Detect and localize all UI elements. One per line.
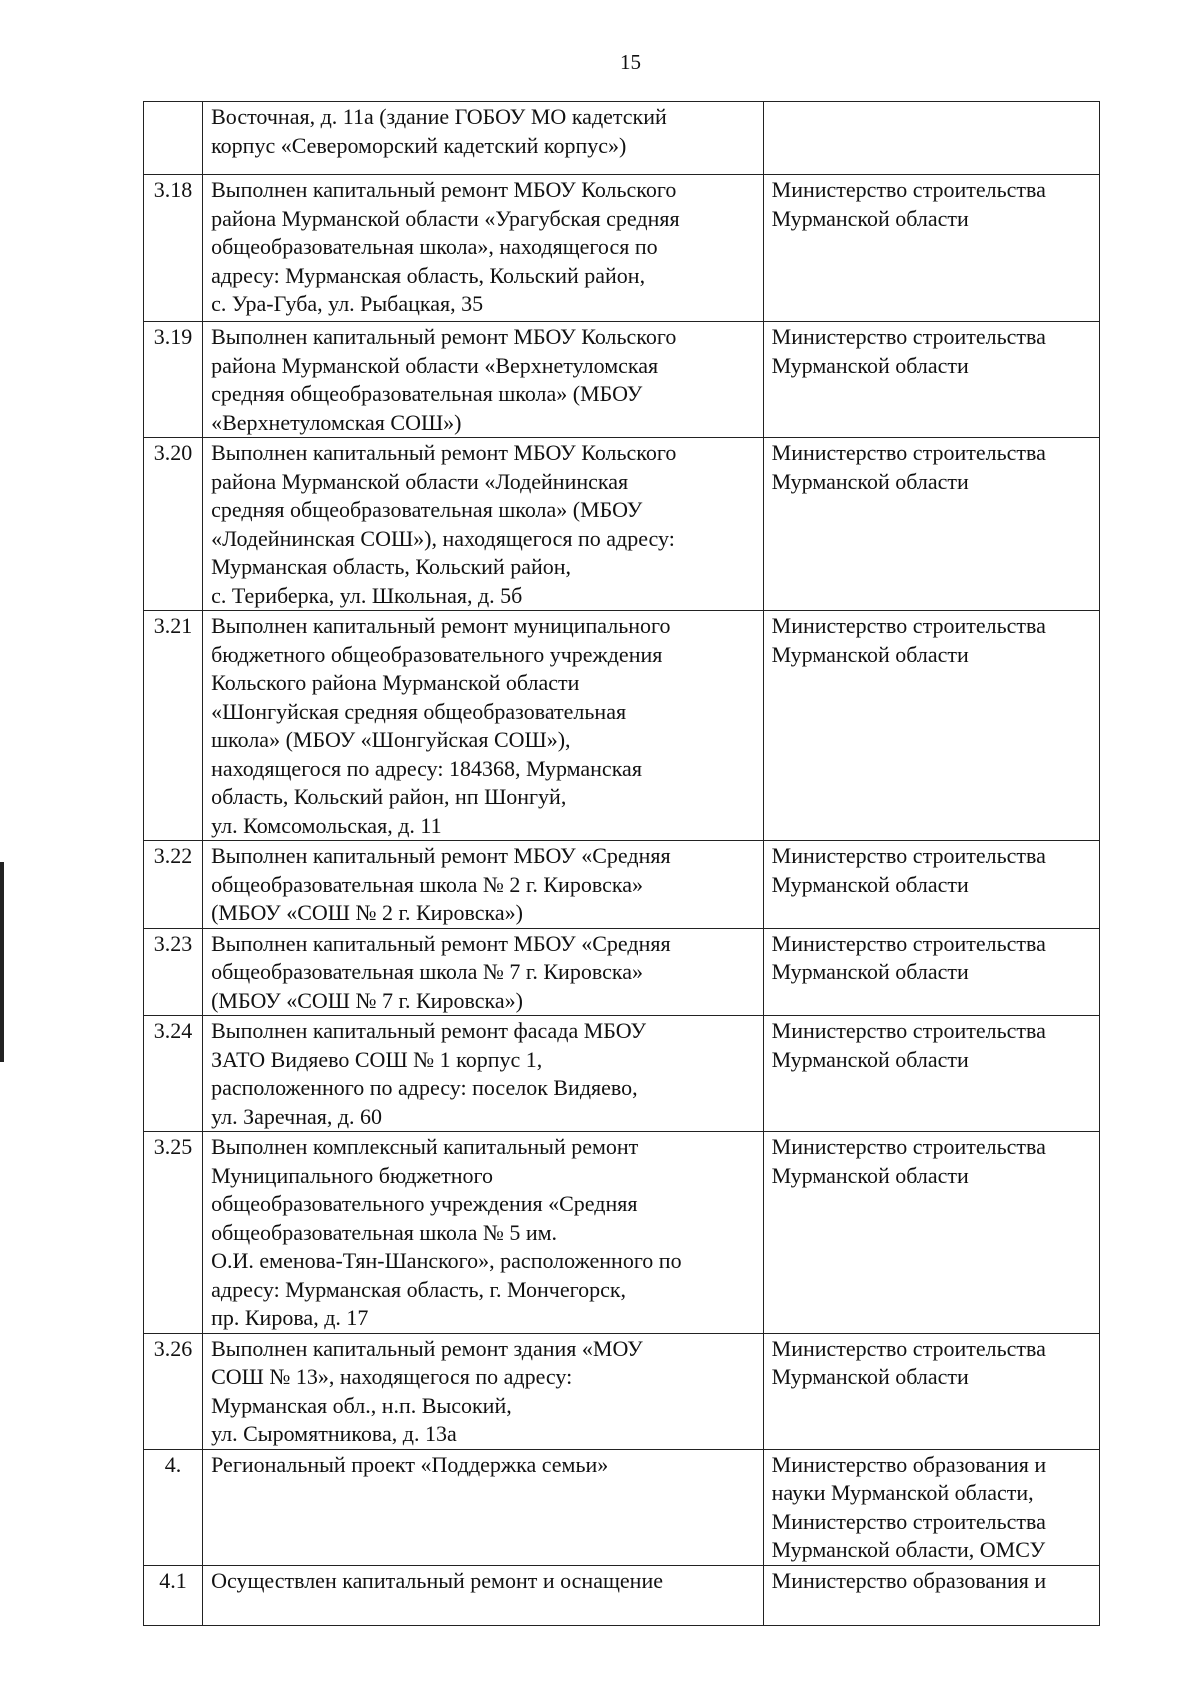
description-line: «Лодейнинская СОШ»), находящегося по адресу: [211,525,675,551]
responsible-line: Министерство строительства [771,613,1046,638]
description-line: с. Териберка, ул. Школьная, д. 5б [211,582,523,608]
responsible-line: Министерство образования и [771,1451,1047,1477]
row-number-cell [144,1565,203,1625]
description-line: (МБОУ «СОШ № 2 г. Кировска») [211,900,523,925]
description-line: (МБОУ «СОШ № 7 г. Кировска») [211,987,523,1013]
row-number-cell [144,611,203,841]
row-number-cell [144,1132,203,1334]
description-line: адресу: Мурманская область, г. Мончегорск, [211,1276,627,1302]
row-number-cell [144,438,203,611]
responsible-cell [763,841,1099,929]
description-line: СОШ № 13», находящегося по адресу: [211,1364,573,1389]
row-number-cell [144,928,203,1016]
table-row [144,1565,1100,1625]
description-line: Восточная, д. 11а (здание ГОБОУ МО кадетский [211,104,667,129]
row-number-cell [144,322,203,438]
description-line: общеобразовательная школа № 5 им. [211,1219,558,1245]
description-line: района Мурманской области «Верхнетуломская [211,352,659,378]
description-line: общеобразовательная школа № 7 г. Кировска» [211,959,643,984]
responsible-line: Мурманской области [771,871,969,897]
description-cell [203,102,764,175]
description-line: района Мурманской области «Лодейнинская [211,468,629,494]
responsible-line: Министерство строительства [771,843,1046,868]
description-line: Выполнен капитальный ремонт МБОУ «Средняя [211,930,671,956]
description-line: Осуществлен капитальный ремонт и оснащение [211,1567,663,1593]
row-number: 3.25 [153,1134,193,1159]
responsible-line: Министерство строительства [771,440,1046,465]
description-line: Мурманская область, Кольский район, [211,554,572,579]
description-line: находящегося по адресу: 184368, Мурманская [211,755,642,781]
description-cell [203,1565,764,1625]
page-number: 15 [620,50,641,74]
row-number: 3.23 [153,930,193,956]
description-line: «Верхнетуломская СОШ») [211,409,462,435]
row-number-cell [144,1016,203,1132]
description-line: Выполнен капитальный ремонт МБОУ Кольского [211,440,677,465]
description-line: пр. Кирова, д. 17 [211,1305,369,1330]
description-line: Региональный проект «Поддержка семьи» [211,1451,609,1477]
table-row [144,1333,1100,1449]
description-line: О.И. еменова-Тян-Шанского», расположенного по [211,1248,682,1273]
responsible-line: Мурманской области [771,352,969,378]
description-line: область, Кольский район, нп Шонгуй, [211,784,567,809]
table-row [144,438,1100,611]
responsible-line: Мурманской области [771,1364,969,1389]
table-row [144,1132,1100,1334]
responsible-line: Мурманской области [771,641,969,667]
table-row [144,1016,1100,1132]
description-line: общеобразовательного учреждения «Средняя [211,1191,638,1216]
responsible-cell [763,928,1099,1016]
description-line: ул. Сыромятникова, д. 13а [211,1421,457,1446]
row-number: 4. [164,1451,182,1477]
table-row [144,928,1100,1016]
description-line: с. Ура-Губа, ул. Рыбацкая, 35 [211,291,484,316]
description-line: бюджетного общеобразовательного учреждения [211,641,663,667]
responsible-line: Министерство строительства [771,177,1046,202]
row-number: 3.21 [153,613,193,638]
row-number: 3.20 [153,440,193,465]
description-cell [203,1132,764,1334]
scan-edge-mark [0,862,4,1062]
description-cell [203,175,764,322]
responsible-line: Министерство строительства [771,1508,1046,1534]
row-number: 3.18 [153,177,193,202]
description-line: общеобразовательная школа № 2 г. Кировска» [211,871,643,897]
description-line: ул. Заречная, д. 60 [211,1103,383,1129]
description-cell [203,928,764,1016]
row-number-cell [144,1333,203,1449]
row-number: 4.1 [159,1567,187,1593]
row-number-cell [144,175,203,322]
table-row [144,175,1100,322]
description-line: Выполнен капитальный ремонт МБОУ Кольского [211,324,677,349]
responsible-line: науки Мурманской области, [771,1480,1034,1505]
description-line: расположенного по адресу: поселок Видяево, [211,1075,638,1100]
description-line: средняя общеобразовательная школа» (МБОУ [211,497,643,522]
description-line: Выполнен капитальный ремонт муниципального [211,613,671,638]
responsible-line: Мурманской области [771,1046,969,1072]
description-cell [203,1449,764,1565]
table-row [144,322,1100,438]
responsible-cell [763,438,1099,611]
table-row [144,611,1100,841]
responsible-cell [763,102,1099,175]
description-line: «Шонгуйская средняя общеобразовательная [211,698,627,724]
description-cell [203,1333,764,1449]
table-body [144,102,1100,1626]
responsible-line: Мурманской области [771,959,969,984]
responsible-cell [763,1565,1099,1625]
row-number-cell [144,102,203,175]
description-line: Выполнен капитальный ремонт фасада МБОУ [211,1018,647,1043]
description-cell [203,841,764,929]
responsible-cell [763,1333,1099,1449]
description-cell [203,611,764,841]
description-line: корпус «Североморский кадетский корпус») [211,132,627,158]
table-row [144,841,1100,929]
responsible-line: Мурманской области [771,468,969,494]
row-number: 3.19 [153,324,193,349]
description-line: общеобразовательная школа», находящегося по [211,234,658,259]
description-line: Муниципального бюджетного [211,1162,493,1188]
row-number-cell [144,841,203,929]
responsible-cell [763,322,1099,438]
responsible-cell [763,1449,1099,1565]
description-line: адресу: Мурманская область, Кольский район, [211,262,646,288]
description-line: средняя общеобразовательная школа» (МБОУ [211,381,643,406]
description-line: ул. Комсомольская, д. 11 [211,812,442,838]
responsible-cell [763,1132,1099,1334]
responsible-cell [763,611,1099,841]
description-line: школа» (МБОУ «Шонгуйская СОШ»), [211,727,571,752]
responsible-cell [763,1016,1099,1132]
description-line: Мурманская обл., н.п. Высокий, [211,1392,512,1418]
measures-table [143,101,1100,1626]
responsible-cell [763,175,1099,322]
responsible-line: Министерство строительства [771,930,1046,956]
description-line: ЗАТО Видяево СОШ № 1 корпус 1, [211,1046,543,1072]
description-line: Кольского района Мурманской области [211,670,580,695]
responsible-line: Министерство строительства [771,1018,1046,1043]
row-number: 3.26 [153,1335,193,1361]
row-number: 3.24 [153,1018,193,1043]
description-line: района Мурманской области «Урагубская средняя [211,205,680,231]
description-cell [203,322,764,438]
responsible-line: Министерство строительства [771,1335,1046,1361]
responsible-line: Министерство строительства [771,1134,1046,1159]
responsible-line: Мурманской области [771,1162,969,1188]
responsible-line: Министерство образования и [771,1567,1047,1593]
description-line: Выполнен комплексный капитальный ремонт [211,1134,639,1159]
responsible-line: Мурманской области [771,205,969,231]
responsible-line: Министерство строительства [771,324,1046,349]
table-row [144,1449,1100,1565]
table-row [144,102,1100,175]
description-cell [203,1016,764,1132]
description-line: Выполнен капитальный ремонт здания «МОУ [211,1335,643,1361]
responsible-line: Мурманской области, ОМСУ [771,1537,1046,1562]
row-number: 3.22 [153,843,193,868]
description-cell [203,438,764,611]
description-line: Выполнен капитальный ремонт МБОУ Кольского [211,177,677,202]
row-number-cell [144,1449,203,1565]
description-line: Выполнен капитальный ремонт МБОУ «Средняя [211,843,671,868]
